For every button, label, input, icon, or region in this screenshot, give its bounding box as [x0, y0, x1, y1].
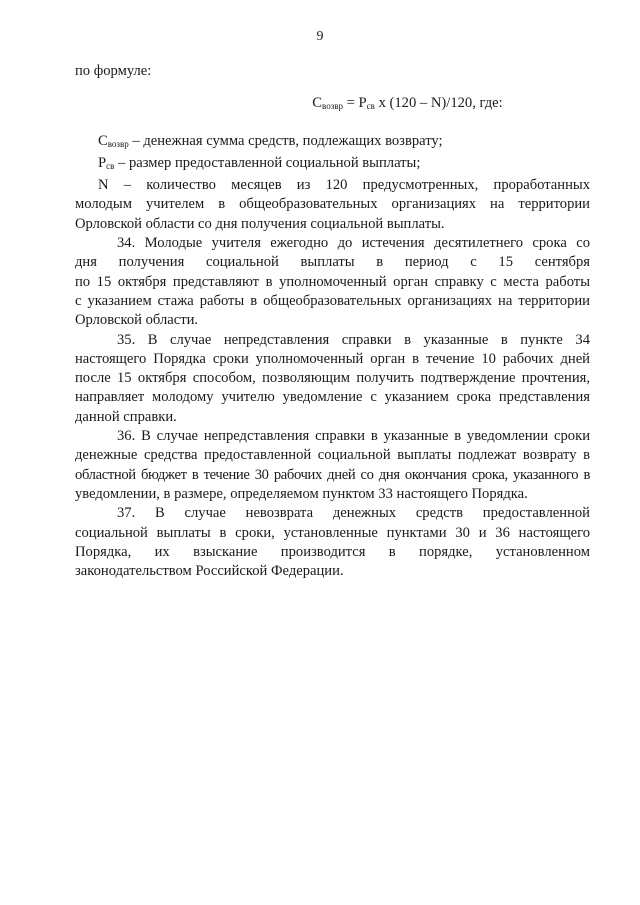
- definition-c-symbol: С: [98, 132, 108, 149]
- formula-eq: = Р: [343, 95, 367, 112]
- paragraph-34-line-2: дня получения социальной выплаты в период с 15 сентября: [75, 254, 590, 271]
- document-body: [75, 62, 590, 581]
- page-number: 9: [316, 29, 324, 44]
- paragraph-36-line-2: денежные средства предоставленной социальной выплаты подлежат возврату в: [75, 447, 590, 464]
- formula-p-subscript: св: [366, 101, 375, 112]
- formula: [75, 94, 590, 116]
- formula-lhs-subscript: возвр: [322, 101, 344, 112]
- definition-p: [75, 154, 590, 176]
- definition-p-subscript: св: [106, 160, 115, 171]
- paragraph-34-line-4: с указанием стажа работы в общеобразовательных организациях на территории: [75, 292, 590, 309]
- definition-c-text: – денежная сумма средств, подлежащих возврату;: [128, 132, 443, 149]
- formula-rhs: х (120 – N)/120, где:: [374, 95, 503, 112]
- definition-p-symbol: Р: [98, 154, 107, 171]
- paragraph-36-line-1: 36. В случае непредставления справки в указанные в уведомлении сроки: [117, 428, 590, 445]
- paragraph-34-line-3: по 15 октября представляют в уполномоченный орган справку с места работы: [75, 273, 590, 290]
- paragraph-37-line-3: Порядка, их взыскание производится в порядке, установленном: [75, 543, 590, 560]
- paragraph-35-line-4: направляет молодому учителю уведомление с указанием срока представления: [75, 389, 590, 406]
- paragraph-35-line-5: данной справки.: [75, 408, 177, 425]
- paragraph-36-line-3: областной бюджет в течение 30 рабочих дней со дня окончания срока, указанного в: [75, 466, 590, 483]
- paragraph-35-line-1: 35. В случае непредставления справки в указанные в пункте 34: [117, 331, 590, 348]
- paragraph-35-line-3: после 15 октября способом, позволяющим получить подтверждение прочтения,: [75, 370, 590, 387]
- definition-c: [75, 132, 590, 154]
- definition-n-line-3: Орловской области со дня получения социальной выплаты.: [75, 215, 445, 232]
- paragraph-37-line-4: законодательством Российской Федерации.: [75, 563, 344, 580]
- paragraph-34-line-5: Орловской области.: [75, 312, 199, 329]
- paragraph-37-line-2: социальной выплаты в сроки, установленные пунктами 30 и 36 настоящего: [75, 524, 590, 541]
- paragraph-37-line-1: 37. В случае невозврата денежных средств предоставленной: [117, 505, 590, 522]
- paragraph-36-line-4: уведомлении, в размере, определяемом пунктом 33 настоящего Порядка.: [75, 485, 528, 502]
- paragraph-34-line-1: 34. Молодые учителя ежегодно до истечения десятилетнего срока со: [117, 235, 590, 252]
- paragraph-35-line-2: настоящего Порядка сроки уполномоченный орган в течение 10 рабочих дней: [75, 350, 590, 367]
- definition-c-subscript: возвр: [107, 138, 129, 149]
- definition-n-line-2: молодым учителем в общеобразовательных организациях на территории: [75, 196, 590, 213]
- definition-n-line-1: N – количество месяцев из 120 предусмотренных, проработанных: [98, 177, 590, 194]
- formula-lhs: С: [312, 95, 323, 112]
- definition-p-text: – размер предоставленной социальной выплаты;: [114, 154, 421, 171]
- formula-intro: по формуле:: [75, 63, 152, 79]
